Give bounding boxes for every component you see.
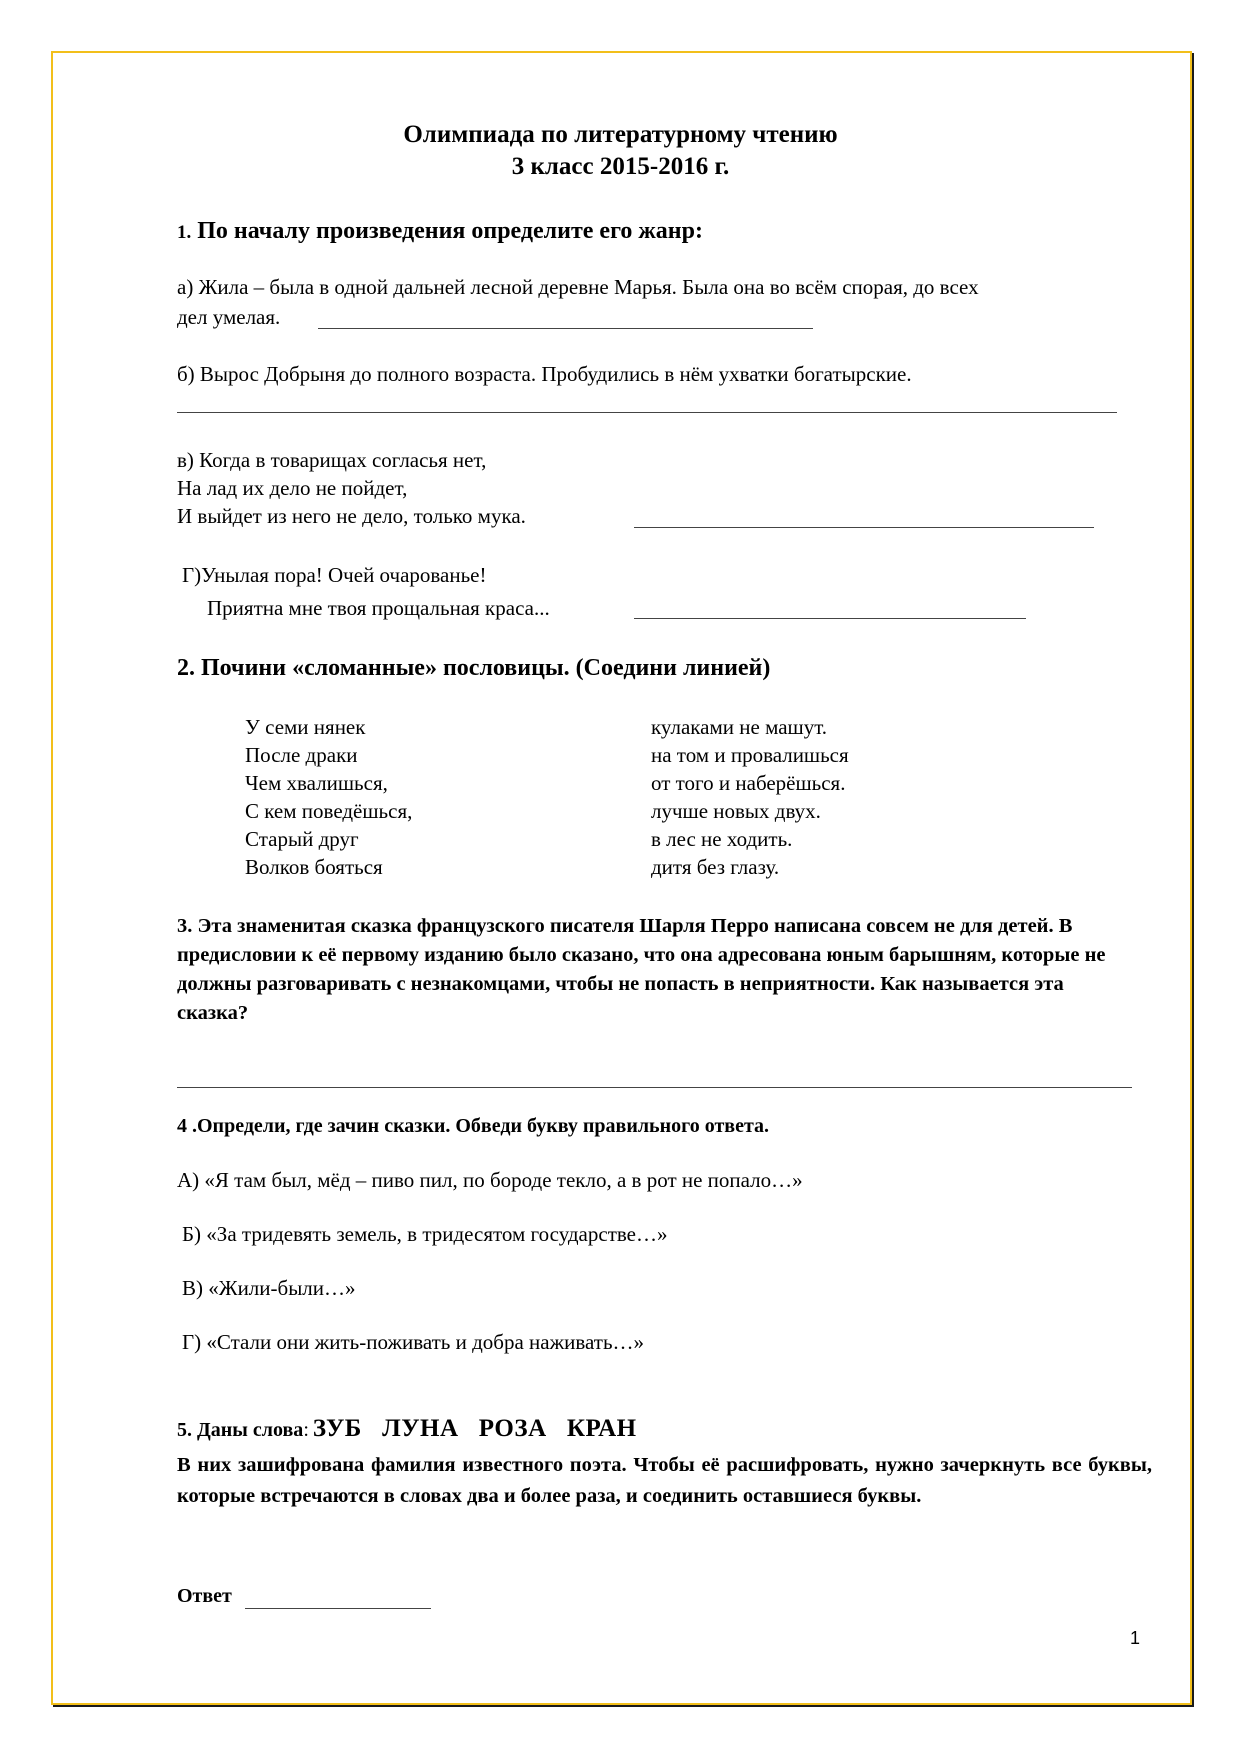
page-number: 1 [1130, 1628, 1141, 1648]
q1-number: 1. [177, 222, 192, 243]
q1-v-answer-line[interactable] [634, 527, 1094, 528]
proverb-left-item: Старый друг [245, 827, 359, 851]
q2-heading: 2. Почини «сломанные» пословицы. (Соедини линией) [177, 655, 771, 681]
q1-g-answer-line[interactable] [634, 618, 1026, 619]
proverb-right-item: на том и провалишься [651, 743, 849, 767]
q3-text: 3. Эта знаменитая сказка французского писателя Шарля Перро написана совсем не для детей. В предисловии к её первому изданию было сказано, что она адресована юным барышням, которые не должны разговаривать с незнакомцами, чтобы не попасть в неприятности. Как называется эта сказка? [177, 915, 1106, 1024]
proverb-left-item: У семи нянек [245, 715, 366, 739]
q1-heading [177, 218, 703, 245]
q5-answer-label: Ответ [177, 1585, 232, 1607]
q5-colon: : [303, 1419, 309, 1441]
q4-option-g[interactable]: Г) «Стали они жить-поживать и добра наживать…» [182, 1330, 645, 1354]
q1-a-line2: дел умелая. [177, 305, 281, 329]
proverb-right-item: от того и наберёшься. [651, 771, 846, 795]
q1-v-line2: На лад их дело не пойдет, [177, 476, 408, 500]
q4-option-b[interactable]: Б) «За тридевять земель, в тридесятом государстве…» [182, 1222, 668, 1246]
proverb-right-item: в лес не ходить. [651, 827, 793, 851]
q1-a-line1: а) Жила – была в одной дальней лесной деревне Марья. Была она во всём спорая, до всех [177, 275, 979, 299]
document-subtitle: 3 класс 2015-2016 г. [511, 153, 730, 180]
q1-g-line1: Г)Унылая пора! Очей очарованье! [182, 563, 487, 587]
q5-label: 5. Даны слова [177, 1419, 304, 1441]
proverb-left-item: С кем поведёшься, [245, 799, 413, 823]
q5-text: В них зашифрована фамилия известного поэта. Чтобы её расшифровать, нужно зачеркнуть все буквы, которые встречаются в словах два и более раза, и соединить оставшиеся буквы. [177, 1454, 1152, 1507]
q4-option-v[interactable]: В) «Жили-были…» [182, 1276, 356, 1300]
q4-heading: 4 .Определи, где зачин сказки. Обведи букву правильного ответа. [177, 1115, 770, 1137]
q5-heading [177, 1415, 637, 1443]
q1-b-line1: б) Вырос Добрыня до полного возраста. Пробудились в нём ухватки богатырские. [177, 362, 912, 386]
proverb-right-item: кулаками не машут. [651, 715, 828, 739]
proverb-right-item: лучше новых двух. [651, 799, 821, 823]
q1-b-answer-line[interactable] [177, 412, 1117, 413]
q1-heading-text: По началу произведения определите его жанр: [197, 218, 703, 244]
proverb-left-item: Волков бояться [245, 855, 383, 879]
q1-v-line3: И выйдет из него не дело, только мука. [177, 504, 526, 528]
proverb-right-item: дитя без глазу. [651, 855, 780, 879]
proverb-left-item: Чем хвалишься, [245, 771, 388, 795]
q5-answer-line[interactable] [245, 1608, 431, 1609]
q1-v-line1: в) Когда в товарищах согласья нет, [177, 448, 487, 472]
document-title: Олимпиада по литературному чтению [403, 121, 838, 148]
q1-a-answer-line[interactable] [318, 328, 813, 329]
q1-g-line2: Приятна мне твоя прощальная краса... [207, 596, 550, 620]
q3-answer-line[interactable] [177, 1087, 1132, 1088]
q5-words: ЗУБ ЛУНА РОЗА КРАН [312, 1415, 637, 1442]
q4-option-a[interactable]: А) «Я там был, мёд – пиво пил, по бороде текло, а в рот не попало…» [177, 1168, 803, 1192]
proverb-left-item: После драки [245, 743, 358, 767]
